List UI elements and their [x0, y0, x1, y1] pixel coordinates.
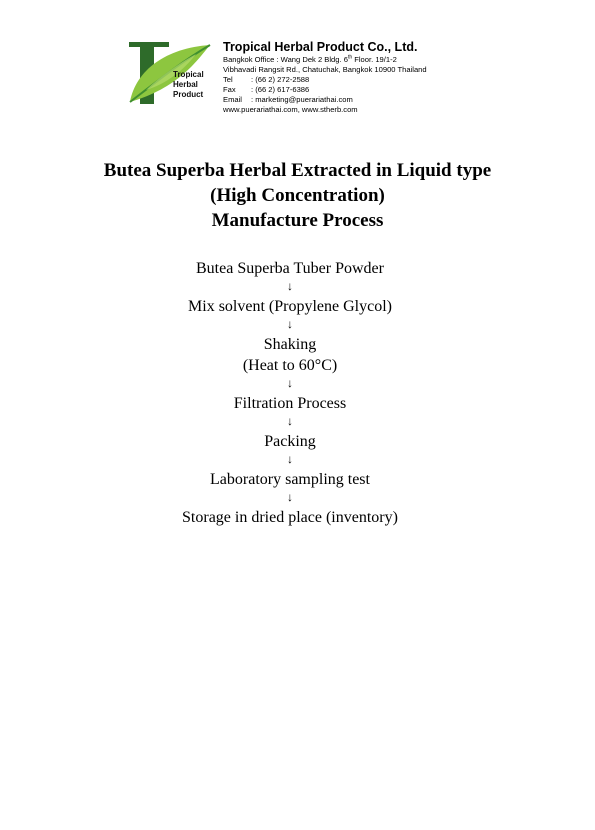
process-step-tuber-powder: Butea Superba Tuber Powder [196, 260, 384, 277]
process-flow [0, 258, 580, 528]
tel-label: Tel [223, 75, 233, 84]
address-line-2: Vibhavadi Rangsit Rd., Chatuchak, Bangkok 10900 Thailand [223, 65, 427, 74]
email-value: : marketing@puerariathai.com [251, 95, 353, 104]
address-line-1 [223, 55, 427, 65]
logo-text-line: Product [173, 90, 204, 99]
down-arrow-icon: ↓ [287, 490, 293, 504]
fax-value: : (66 2) 617-6386 [251, 85, 310, 94]
process-step-storage: Storage in dried place (inventory) [182, 509, 398, 526]
company-name: Tropical Herbal Product Co., Ltd. [223, 40, 418, 54]
down-arrow-icon: ↓ [287, 452, 293, 466]
process-step-shaking: Shaking [263, 336, 317, 353]
tel-value: : (66 2) 272-2588 [251, 75, 310, 84]
down-arrow-icon: ↓ [287, 414, 293, 428]
letterhead [126, 40, 486, 120]
process-step-heat-note: (Heat to 60°C) [242, 357, 338, 374]
address-line-1-tail: Floor. 19/1-2 [352, 55, 397, 64]
down-arrow-icon: ↓ [287, 279, 293, 293]
process-step-filtration: Filtration Process [233, 395, 347, 412]
title-line-1: Butea Superba Herbal Extracted in Liquid type [103, 160, 492, 181]
company-info [223, 40, 427, 115]
process-step-mix-solvent: Mix solvent (Propylene Glycol) [188, 298, 392, 315]
fax-line [223, 85, 427, 95]
title-line-3: Manufacture Process [211, 210, 384, 231]
fax-label: Fax [223, 85, 236, 94]
tel-line [223, 75, 427, 85]
websites-line: www.puerariathai.com, www.stherb.com [223, 105, 358, 114]
logo-text-line: Herbal [173, 80, 198, 89]
title-line-2: (High Concentration) [210, 185, 385, 206]
herbal-leaf-logo-icon [126, 40, 218, 106]
down-arrow-icon: ↓ [287, 376, 293, 390]
process-step-packing: Packing [264, 433, 316, 450]
down-arrow-icon: ↓ [287, 317, 293, 331]
logo-text [173, 70, 204, 100]
floor-suffix: th [347, 54, 353, 61]
document-title [0, 158, 595, 233]
address-line-1-text: Bangkok Office : Wang Dek 2 Bldg. 6 [223, 55, 348, 64]
email-line [223, 95, 427, 105]
process-step-lab-test: Laboratory sampling test [210, 471, 370, 488]
email-label: Email [223, 95, 242, 104]
logo-text-line: Tropical [173, 70, 204, 79]
